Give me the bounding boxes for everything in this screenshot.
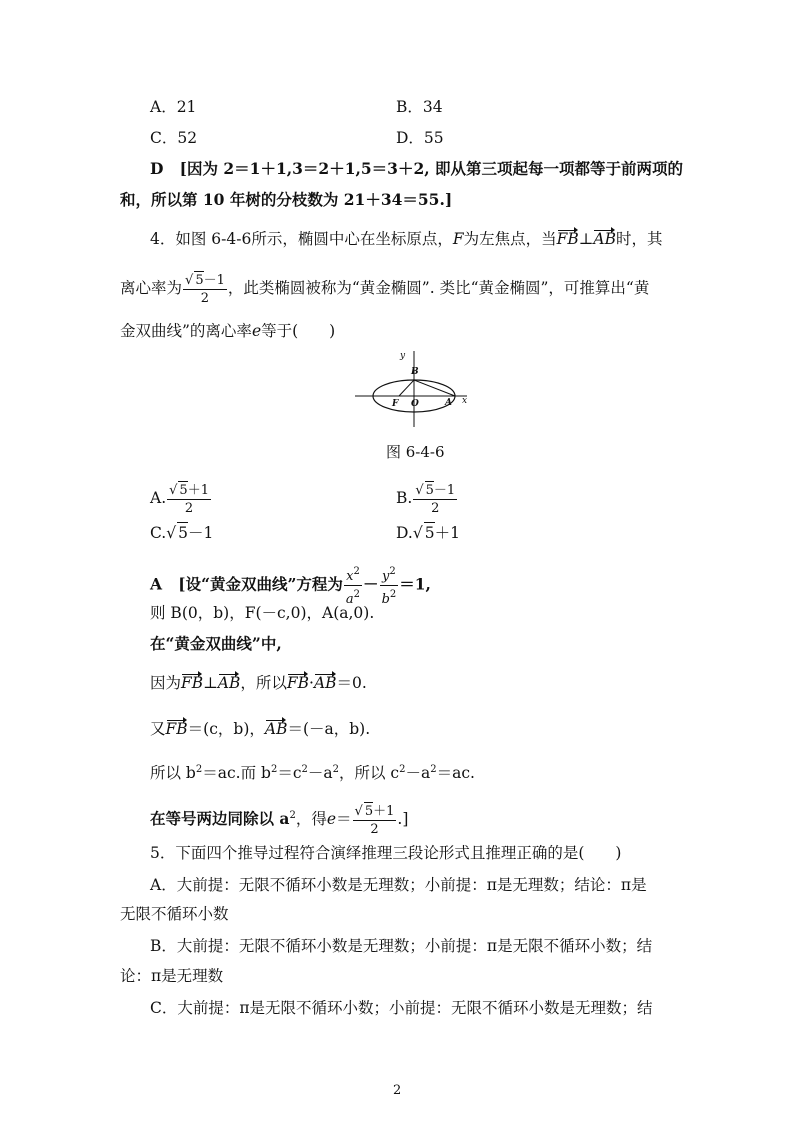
q4-stem-text: 4．如图 6-4-6所示，椭圆中心在坐标原点，: [150, 230, 453, 248]
golden-ratio-fraction: $\frac{√ 5-1}{2}$: [185, 273, 225, 306]
vector-fb: FB: [556, 230, 579, 248]
ellipse-figure: [355, 349, 475, 429]
q4-stem-text: 金双曲线”的离心率: [120, 322, 252, 340]
label-x: x: [462, 396, 468, 406]
q3-answer-line2: 和，所以第 10 年树的分枝数为 21＋34＝55.]: [120, 190, 453, 209]
page-number: 2: [393, 1083, 402, 1098]
vector-ab: AB: [593, 230, 616, 248]
q3-answer-line1: [150, 159, 683, 179]
q3-option-b: B．34: [396, 98, 443, 116]
q3-option-c: C．52: [150, 129, 198, 147]
q4-stem-text: 为左焦点，当: [463, 230, 557, 248]
q5-option-a-line2: 无限不循环小数: [120, 905, 229, 923]
q4-stem-line3: [120, 321, 335, 341]
label-f: F: [392, 399, 399, 409]
q4-solution-line5: 又FB＝(c，b)，AB＝(－a，b).: [150, 720, 371, 738]
q3-answer-letter: D: [150, 159, 164, 178]
label-y: y: [400, 351, 406, 361]
label-a: A: [445, 398, 452, 408]
label-o: O: [411, 399, 419, 409]
segment-fb: [399, 380, 414, 396]
q4-option-a: A. $\frac{√ 5+1}{2}$: [150, 483, 209, 516]
q3-option-d: D．55: [396, 129, 444, 147]
q4-var-F: F: [452, 230, 464, 248]
q5-option-c-line1: C．大前提：π是无限不循环小数；小前提：无限不循环小数是无理数；结: [150, 999, 653, 1017]
q4-solution-line1: A [设“黄金双曲线”方程为 $\frac{x^2}{a^2}$ － $\frac{y^2}{b^2}$ ＝1,: [150, 566, 431, 607]
q4-solution-line3: 在“黄金双曲线”中,: [150, 634, 282, 653]
perp-symbol: ⊥: [578, 230, 594, 248]
q4-stem-line1: [150, 229, 662, 249]
q3-answer-text: [因为 2＝1＋1,3＝2＋1,5＝3＋2, 即从第三项起每一项都等于前两项的: [179, 159, 684, 178]
q5-stem: 5．下面四个推导过程符合演绎推理三段论形式且推理正确的是( ): [150, 844, 622, 862]
q4-stem-text: 离心率为: [120, 279, 183, 297]
q4-stem-text: 等于( ): [261, 322, 336, 340]
q4-var-e: e: [251, 322, 262, 340]
q4-solution-line7: 在等号两边同除以 $a^2$，得e＝ $\frac{√ 5+1}{2}$ .]: [150, 804, 409, 837]
q4-stem-text: 时，其: [615, 230, 663, 248]
q4-option-b: B. $\frac{√ 5-1}{2}$: [396, 483, 456, 516]
q5-option-b-line2: 论：π是无理数: [120, 967, 224, 985]
figure-caption: 图 6-4-6: [386, 443, 445, 461]
q3-option-a: A．21: [150, 98, 197, 116]
label-b: B: [411, 367, 419, 377]
q4-option-d: D.√ 5＋1: [396, 524, 460, 542]
q4-solution-line6: 所以 $b^2=ac$.而 $b^2=c^2-a^2$，所以 $c^2-a^2=ac$.: [150, 764, 475, 782]
q4-solution-line2: 则 B(0，b)，F(－c,0)，A(a,0).: [150, 604, 375, 622]
q5-option-b-line1: B．大前提：无限不循环小数是无理数；小前提：π是无限不循环小数；结: [150, 937, 653, 955]
q4-option-c: C.√ 5－1: [150, 524, 214, 542]
q4-stem-text: ，此类椭圆被称为“黄金椭圆”. 类比“黄金椭圆”，可推算出“黄: [227, 279, 650, 297]
q4-solution-line4: 因为FB⊥AB，所以FB·AB＝0.: [150, 674, 367, 692]
q4-answer-letter: A: [150, 574, 163, 594]
q5-option-a-line1: A．大前提：无限不循环小数是无理数；小前提：π是无理数；结论：π是: [150, 876, 647, 894]
q4-stem-line2: [120, 271, 649, 307]
